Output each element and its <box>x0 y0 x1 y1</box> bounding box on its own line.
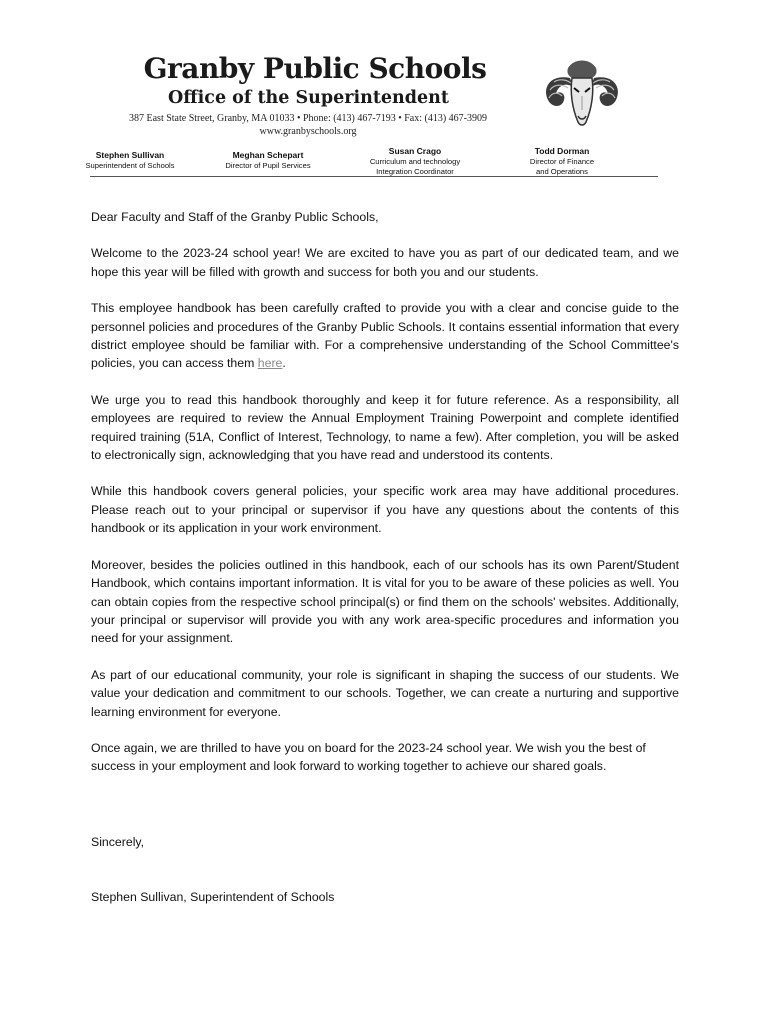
paragraph-community: As part of our educational community, your role is significant in shaping the success of our students. We value your dedication and commitment to our schools. Together, we can create a nurturing and supportive learning environment for everyone. <box>91 667 679 719</box>
letterhead-website: www.granbyschools.org <box>259 126 357 137</box>
staff-finance <box>512 146 612 176</box>
ram-mascot-icon <box>540 48 624 130</box>
paragraph-school-handbooks: Moreover, besides the policies outlined in this handbook, each of our schools has its own Parent/Student Handbook, which contains important information. It is vital for you to be aware of these policies as well. You can obtain copies from the respective school principal(s) or find them on the schools' websites. Additionally, your principal or supervisor will provide you with any work area-specific procedures and information you need for your assignment. <box>91 557 679 646</box>
salutation: Dear Faculty and Staff of the Granby Public Schools, <box>91 210 379 224</box>
staff-superintendent <box>80 150 180 171</box>
staff-title: Director of Pupil Services <box>225 161 311 170</box>
paragraph-handbook <box>91 299 679 373</box>
letterhead-subtitle: Office of the Superintendent <box>168 88 449 108</box>
paragraph-procedures: While this handbook covers general policies, your specific work area may have additional procedures. Please reach out to your principal or supervisor if you have any questions about the contents of this handbook or its application in your work environment. <box>91 484 679 536</box>
paragraph-closing-wishes: Once again, we are thrilled to have you on board for the 2023-24 school year. We wish you the best of success in your employment and look forward to working together to achieve our shared goals. <box>91 740 646 774</box>
letterhead-address: 387 East State Street, Granby, MA 01033 • Phone: (413) 467-7193 • Fax: (413) 467-3909 <box>129 113 487 124</box>
signature: Stephen Sullivan, Superintendent of Schools <box>91 890 335 904</box>
paragraph-handbook-end: . <box>282 356 286 371</box>
letter-body <box>91 208 679 794</box>
staff-title-line2: Integration Coordinator <box>376 166 454 176</box>
policies-link[interactable]: here <box>257 356 283 371</box>
staff-name: Meghan Schepart <box>232 150 304 160</box>
letterhead-title: Granby Public Schools <box>143 52 487 85</box>
staff-name: Susan Crago <box>388 146 442 156</box>
paragraph-handbook-text: This employee handbook has been carefully crafted to provide you with a clear and concise guide to the personnel policies and procedures of the Granby Public Schools. It contains essential information that every district employee should be familiar with. For a comprehensive understanding of the School Committee's policies, you can access them <box>91 301 679 371</box>
paragraph-welcome: Welcome to the 2023-24 school year! We are excited to have you as part of our dedicated team, and we hope this year will be filled with growth and success for both you and our students. <box>91 246 679 279</box>
staff-name: Stephen Sullivan <box>95 150 165 160</box>
staff-name: Todd Dorman <box>534 146 590 156</box>
staff-title: Superintendent of Schools <box>85 161 175 170</box>
staff-pupil-services <box>218 150 318 171</box>
closing: Sincerely, <box>91 835 145 849</box>
paragraph-training: We urge you to read this handbook thoroughly and keep it for future reference. As a responsibility, all employees are required to review the Annual Employment Training Powerpoint and complete identified required training (51A, Conflict of Interest, Technology, to name a few). After completion, you will be asked to electronically sign, acknowledging that you have read and understood its contents. <box>91 392 679 463</box>
letterhead-divider <box>90 176 658 177</box>
staff-title-line2: and Operations <box>536 166 588 176</box>
staff-curriculum <box>355 146 475 176</box>
staff-title-line1: Director of Finance <box>529 157 595 166</box>
staff-title-line1: Curriculum and technology <box>369 157 461 166</box>
